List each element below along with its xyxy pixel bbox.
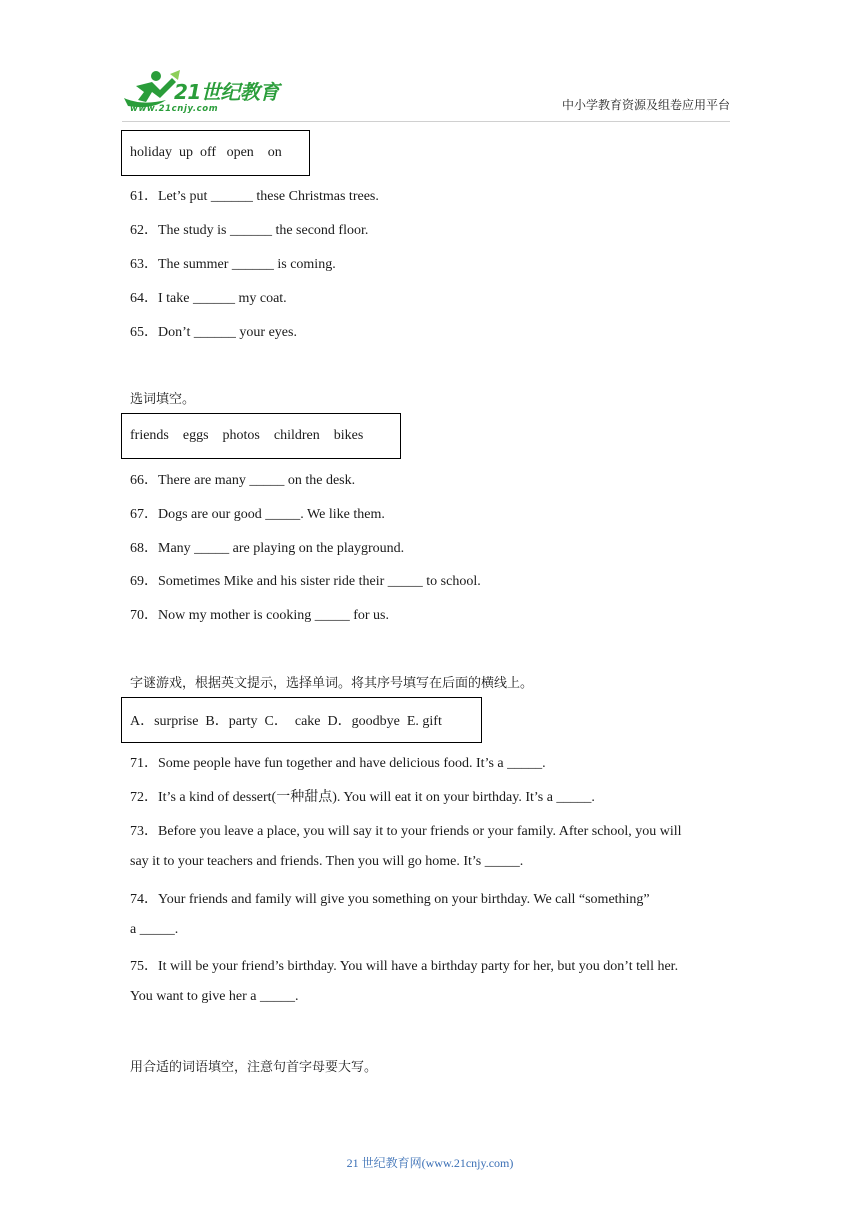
section-title-2: 选词填空。 — [130, 392, 196, 407]
word-bank-3: A．surprise B．party C． cake D．goodbye E. gift — [121, 697, 482, 743]
question-63: 63．The summer ______ is coming. — [130, 257, 336, 272]
section-title-4: 用合适的词语填空，注意句首字母要大写。 — [130, 1060, 378, 1075]
question-65: 65．Don’t ______ your eyes. — [130, 325, 297, 340]
question-72: 72．It’s a kind of dessert(一种甜点). You will eat it on your birthday. It’s a _____. — [130, 790, 595, 805]
section-title-3: 字谜游戏，根据英文提示，选择单词。将其序号填写在后面的横线上。 — [130, 676, 534, 691]
question-73-cont: say it to your teachers and friends. Then you will go home. It’s _____. — [130, 854, 524, 869]
question-62: 62．The study is ______ the second floor. — [130, 223, 369, 238]
page-header — [0, 0, 860, 125]
question-69: 69．Sometimes Mike and his sister ride their _____ to school. — [130, 574, 481, 589]
logo-text: 21世纪教育 — [174, 80, 279, 104]
site-logo[interactable] — [122, 68, 292, 118]
question-66: 66．There are many _____ on the desk. — [130, 473, 356, 488]
word-bank-2: friends eggs photos children bikes — [121, 413, 401, 459]
question-67: 67．Dogs are our good _____. We like them. — [130, 507, 385, 522]
header-tagline: 中小学教育资源及组卷应用平台 — [561, 98, 730, 112]
word-bank-1: holiday up off open on — [121, 130, 310, 176]
question-75: 75．It will be your friend’s birthday. You will have a birthday party for her, but you don’t tell her. — [130, 959, 679, 974]
logo-url: www.21cnjy.com — [130, 104, 219, 114]
question-71: 71．Some people have fun together and have delicious food. It’s a _____. — [130, 756, 546, 771]
question-70: 70．Now my mother is cooking _____ for us. — [130, 608, 389, 623]
question-73: 73．Before you leave a place, you will say it to your friends or your family. After school, you will — [130, 824, 682, 839]
page-footer[interactable]: 21 世纪教育网(www.21cnjy.com) — [346, 1156, 514, 1170]
question-61: 61．Let’s put ______ these Christmas trees. — [130, 189, 379, 204]
question-75-cont: You want to give her a _____. — [130, 989, 299, 1004]
question-64: 64．I take ______ my coat. — [130, 291, 287, 306]
question-74-cont: a _____. — [130, 922, 179, 937]
question-68: 68．Many _____ are playing on the playground. — [130, 541, 405, 556]
question-74: 74．Your friends and family will give you something on your birthday. We call “something” — [130, 892, 650, 907]
header-divider — [122, 121, 730, 122]
